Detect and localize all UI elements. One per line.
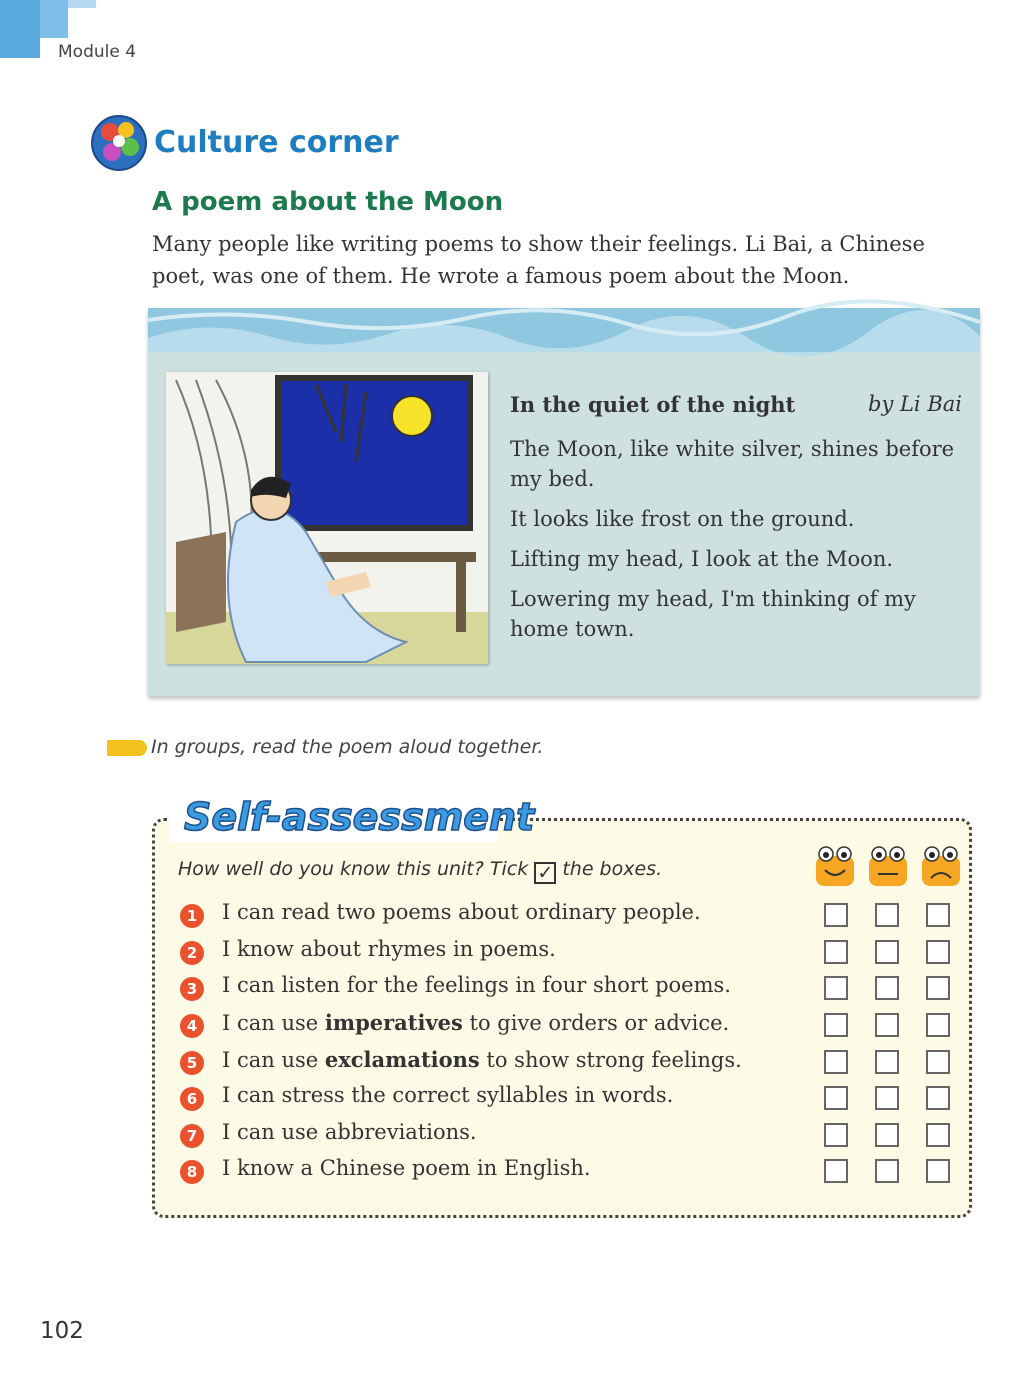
- corner-decoration: [0, 0, 40, 58]
- intro-paragraph: Many people like writing poems to show their feelings. Li Bai, a Chinese poet, was one of them. He wrote a famous poem about the Moon.: [152, 232, 925, 288]
- module-label: Module 4: [58, 42, 137, 62]
- checkbox-neutral[interactable]: [875, 1159, 899, 1183]
- tick-box-example: ✓: [534, 862, 556, 884]
- corner-decoration: [68, 0, 96, 8]
- self-assessment-prompt: [178, 858, 662, 884]
- item-text-part: to give orders or advice.: [469, 1011, 730, 1035]
- item-text: [222, 1047, 742, 1072]
- checkbox-neutral[interactable]: [875, 1050, 899, 1074]
- item-number: 6: [180, 1087, 204, 1111]
- assessment-item: [180, 973, 960, 1003]
- checkbox-sad[interactable]: [926, 1013, 950, 1037]
- poem-line: Lowering my head, I'm thinking of my home town.: [510, 587, 916, 641]
- section-title: Culture corner: [154, 125, 399, 160]
- poem-title: In the quiet of the night: [510, 392, 796, 417]
- poem-box-band: [148, 308, 980, 352]
- item-keyword: exclamations: [324, 1047, 480, 1072]
- self-assessment-title-text: Self-assessment: [184, 795, 535, 839]
- happy-face-icon: [816, 847, 854, 886]
- checkbox-happy[interactable]: [824, 1159, 848, 1183]
- item-keyword: imperatives: [324, 1010, 463, 1035]
- item-text: I know a Chinese poem in English.: [222, 1156, 591, 1180]
- poem-heading: A poem about the Moon: [152, 187, 504, 217]
- assessment-item: [180, 900, 960, 930]
- li-bai-illustration: [166, 372, 488, 664]
- item-text: I know about rhymes in poems.: [222, 937, 556, 961]
- self-assessment-title: [170, 790, 535, 842]
- checkbox-neutral[interactable]: [875, 1013, 899, 1037]
- item-number: 2: [180, 941, 204, 965]
- checkbox-sad[interactable]: [926, 1123, 950, 1147]
- checkbox-sad[interactable]: [926, 903, 950, 927]
- checkbox-neutral[interactable]: [875, 1123, 899, 1147]
- item-text: I can read two poems about ordinary people.: [222, 900, 701, 924]
- assessment-item: [180, 1010, 960, 1040]
- item-text: I can use abbreviations.: [222, 1120, 477, 1144]
- item-number: 4: [180, 1014, 204, 1038]
- assessment-item: [180, 1047, 960, 1077]
- checkbox-neutral[interactable]: [875, 903, 899, 927]
- item-text: [222, 1010, 729, 1035]
- activity-instruction: In groups, read the poem aloud together.: [151, 736, 544, 758]
- item-number: 7: [180, 1124, 204, 1148]
- poem-line: The Moon, like white silver, shines before my bed.: [510, 437, 955, 491]
- checkbox-happy[interactable]: [824, 1013, 848, 1037]
- assessment-item: [180, 1120, 960, 1150]
- checkbox-sad[interactable]: [926, 940, 950, 964]
- assessment-item: [180, 1083, 960, 1113]
- item-number: 3: [180, 977, 204, 1001]
- neutral-face-icon: [869, 847, 907, 886]
- assessment-item: [180, 1156, 960, 1186]
- corner-decoration: [40, 0, 68, 38]
- poem-line: Lifting my head, I look at the Moon.: [510, 547, 894, 571]
- checkbox-happy[interactable]: [824, 976, 848, 1000]
- prompt-text-after: the boxes.: [562, 858, 663, 880]
- checkbox-happy[interactable]: [824, 1050, 848, 1074]
- page-number: 102: [40, 1318, 84, 1344]
- item-text-part: to show strong feelings.: [486, 1048, 742, 1072]
- rating-faces: [814, 844, 964, 886]
- checkbox-neutral[interactable]: [875, 976, 899, 1000]
- item-number: 1: [180, 904, 204, 928]
- prompt-text-before: How well do you know this unit? Tick: [178, 858, 529, 880]
- poem: [510, 392, 970, 644]
- item-text: I can listen for the feelings in four short poems.: [222, 973, 731, 997]
- item-text-part: I can use: [222, 1011, 319, 1035]
- checkbox-happy[interactable]: [824, 903, 848, 927]
- sad-face-icon: [922, 847, 960, 886]
- checkbox-neutral[interactable]: [875, 940, 899, 964]
- poem-line: It looks like frost on the ground.: [510, 507, 855, 531]
- item-number: 5: [180, 1051, 204, 1075]
- item-text-part: I can use: [222, 1048, 319, 1072]
- assessment-item: [180, 937, 960, 967]
- globe-icon: [90, 114, 148, 172]
- activity-marker: [107, 740, 147, 756]
- checkbox-sad[interactable]: [926, 1159, 950, 1183]
- item-number: 8: [180, 1160, 204, 1184]
- checkbox-happy[interactable]: [824, 1123, 848, 1147]
- poem-author: by Li Bai: [868, 392, 962, 416]
- checkbox-sad[interactable]: [926, 1086, 950, 1110]
- checkbox-sad[interactable]: [926, 976, 950, 1000]
- checkbox-happy[interactable]: [824, 940, 848, 964]
- checkbox-neutral[interactable]: [875, 1086, 899, 1110]
- checkbox-sad[interactable]: [926, 1050, 950, 1074]
- checkbox-happy[interactable]: [824, 1086, 848, 1110]
- item-text: I can stress the correct syllables in words.: [222, 1083, 674, 1107]
